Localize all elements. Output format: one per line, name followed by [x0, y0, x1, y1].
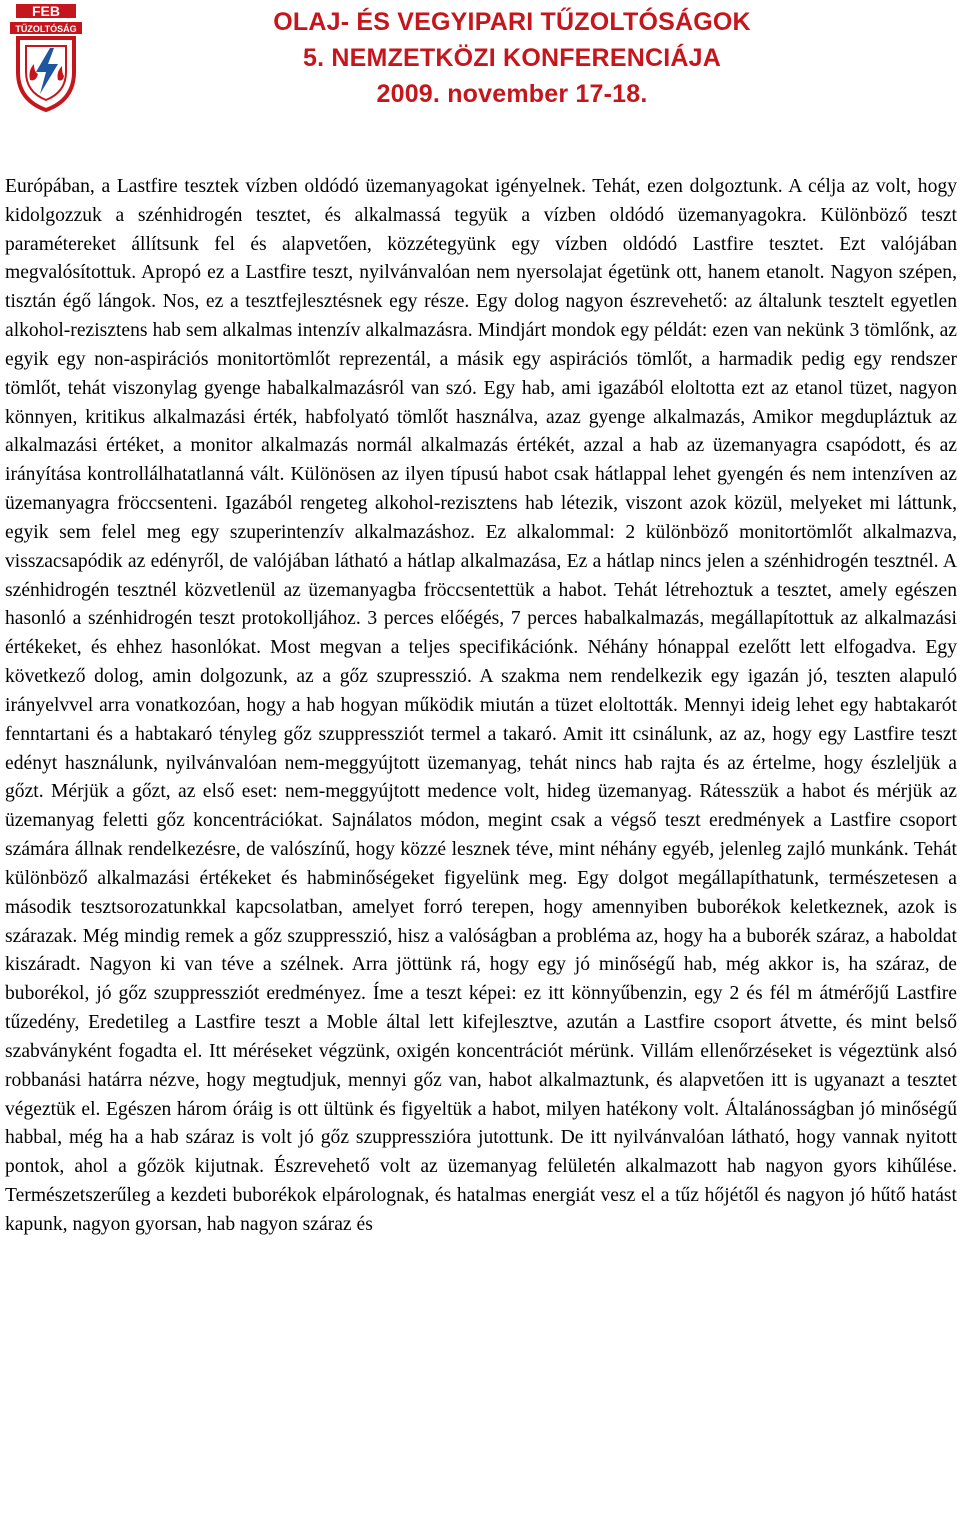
conference-title [212, 4, 812, 112]
svg-text:TŰZOLTÓSÁG: TŰZOLTÓSÁG [15, 24, 77, 34]
page-header [0, 0, 960, 120]
title-line-1: OLAJ- ÉS VEGYIPARI TŰZOLTÓSÁGOK [273, 8, 751, 36]
fire-brigade-logo [6, 2, 86, 114]
title-line-2: 5. NEMZETKÖZI KONFERENCIÁJA [303, 44, 721, 72]
svg-text:FEB: FEB [32, 3, 60, 19]
title-line-3: 2009. november 17-18. [376, 80, 648, 108]
body-paragraph: Európában, a Lastfire tesztek vízben oldódó üzemanyagokat igényelnek. Tehát, ezen dolgoztunk. A célja az volt, hogy kidolgozzuk a szénhidrogén tesztet, és alkalmassá tegyük a vízben oldódó üzemanyagokra. Különböző teszt paramétereket állítsunk fel és alapvetően, közzétegyünk egy vízben oldódó Lastfire tesztet. Ezt valójában megvalósítottuk. Apropó ez a Lastfire teszt, nyilvánvalóan nem nyersolajat égetünk ott, hanem etanolt. Nagyon szépen, tisztán égő lángok. Nos, ez a tesztfejlesztésnek egy része. Egy dolog nagyon észrevehető: az általunk tesztelt egyetlen alkohol-rezisztens hab sem alkalmas intenzív alkalmazásra. Mindjárt mondok egy példát: ezen van nekünk 3 tömlőnk, az egyik egy non-aspirációs monitortömlőt reprezentál, a másik egy aspirációs tömlőt, a harmadik pedig egy rendszer tömlőt, tehát viszonylag gyenge habalkalmazásról van szó. Egy hab, ami igazából eloltotta ezt az etanol tüzet, nagyon könnyen, kritikus alkalmazási érték, habfolyató tömlőt használva, azaz gyenge alkalmazás, Amikor megdupláztuk az alkalmazási értéket, a monitor alkalmazás normál alkalmazás értékét, azzal a hab az üzemanyagra csapódott, és az irányítása kontrollálhatatlanná vált. Különösen az ilyen típusú habot csak hátlappal lehet gyengén és nem intenzíven az üzemanyagra fröccsenteni. Igazából rengeteg alkohol-rezisztens hab létezik, viszont azok közül, melyeket mi láttunk, egyik sem felel meg egy szuperintenzív alkalmazáshoz. Ez alkalommal: 2 különböző monitortömlőt alkalmazva, visszacsapódik az edényről, de valójában látható a hátlap alkalmazása, Ez a hátlap nincs jelen a szénhidrogén tesztnél. A szénhidrogén tesztnél közvetlenül az üzemanyagba fröccsentettük a habot. Tehát létrehoztuk a tesztet, amely egészen hasonló a szénhidrogén teszt protokolljához. 3 perces előégés, 7 perces habalkalmazás, megállapítottuk az alkalmazási értékeket, és ehhez hasonlókat. Most megvan a teljes specifikációnk. Néhány hónappal ezelőtt lett elfogadva. Egy következő dolog, amin dolgozunk, az a gőz szupresszió. A szakma nem rendelkezik egy igazán jó, teszten alapuló irányelvvel arra vonatkozóan, hogy a hab hogyan működik miután a tüzet eloltották. Mennyi ideig lehet egy habtakarót fenntartani és a habtakaró tényleg gőz szuppressziót termel a takaró. Amit itt csinálunk, az az, hogy egy Lastfire teszt edényt használunk, nyilvánvalóan nem-meggyújtott üzemanyag, tehát nincs hab rajta és az értelme, hogy észleljük a gőzt. Mérjük a gőzt, az első eset: nem-meggyújtott medence volt, hideg üzemanyag. Rátesszük a habot és mérjük az üzemanyag feletti gőz koncentrációkat. Sajnálatos módon, megint csak a végső teszt eredmények a Lastfire csoport számára állnak rendelkezésre, de valószínű, hogy közzé lesznek téve, mint néhány egyéb, jelenleg zajló munkánk. Tehát különböző alkalmazási értékeket és habminőségeket figyelünk meg. Egy dolgot megállapíthatunk, természetesen a második tesztsorozatunkkal kapcsolatban, amelyet forró terepen, hogy amennyiben buborékok keletkeznek, azok is szárazak. Még mindig remek a gőz szuppresszió, hisz a valóságban a probléma az, hogy ha a buborék száraz, a haboldat kiszáradt. Nagyon ki van téve a szélnek. Arra jöttünk rá, hogy egy jó minőségű hab, még akkor is, ha száraz, de buborékol, jó gőz szuppressziót eredményez. Íme a teszt képei: ez itt könnyűbenzin, egy 2 és fél m átmérőjű Lastfire tűzedény, Eredetileg a Lastfire teszt a Moble által lett kifejlesztve, azután a Lastfire csoport átvette, és mint belső szabványként fogadta el. Itt méréseket végzünk, oxigén koncentrációt mérünk. Villám ellenőrzéseket is végeztünk alsó robbanási határra nézve, hogy megtudjuk, mennyi gőz van, habot alkalmaztunk, és alapvetően itt is ugyanazt a tesztet végeztük el. Egészen három óráig is ott ültünk és figyeltük a habot, milyen hatékony volt. Általánosságban jó minőségű habbal, még ha a hab száraz is volt jó gőz szuppresszióra jutottunk. De itt nyilvánvalóan látható, hogy vannak nyitott pontok, ahol a gőzök kijutnak. Észrevehető volt az üzemanyag felületén alkalmazott hab nagyon gyors kihűlése. Természetszerűleg a kezdeti buborékok elpárolognak, és hatalmas energiát vesz el a tűz hőjétől és nagyon jó hűtő hatást kapunk, nagyon gyorsan, hab nagyon száraz és [5, 176, 957, 1235]
fire-brigade-shield-icon [6, 2, 86, 114]
